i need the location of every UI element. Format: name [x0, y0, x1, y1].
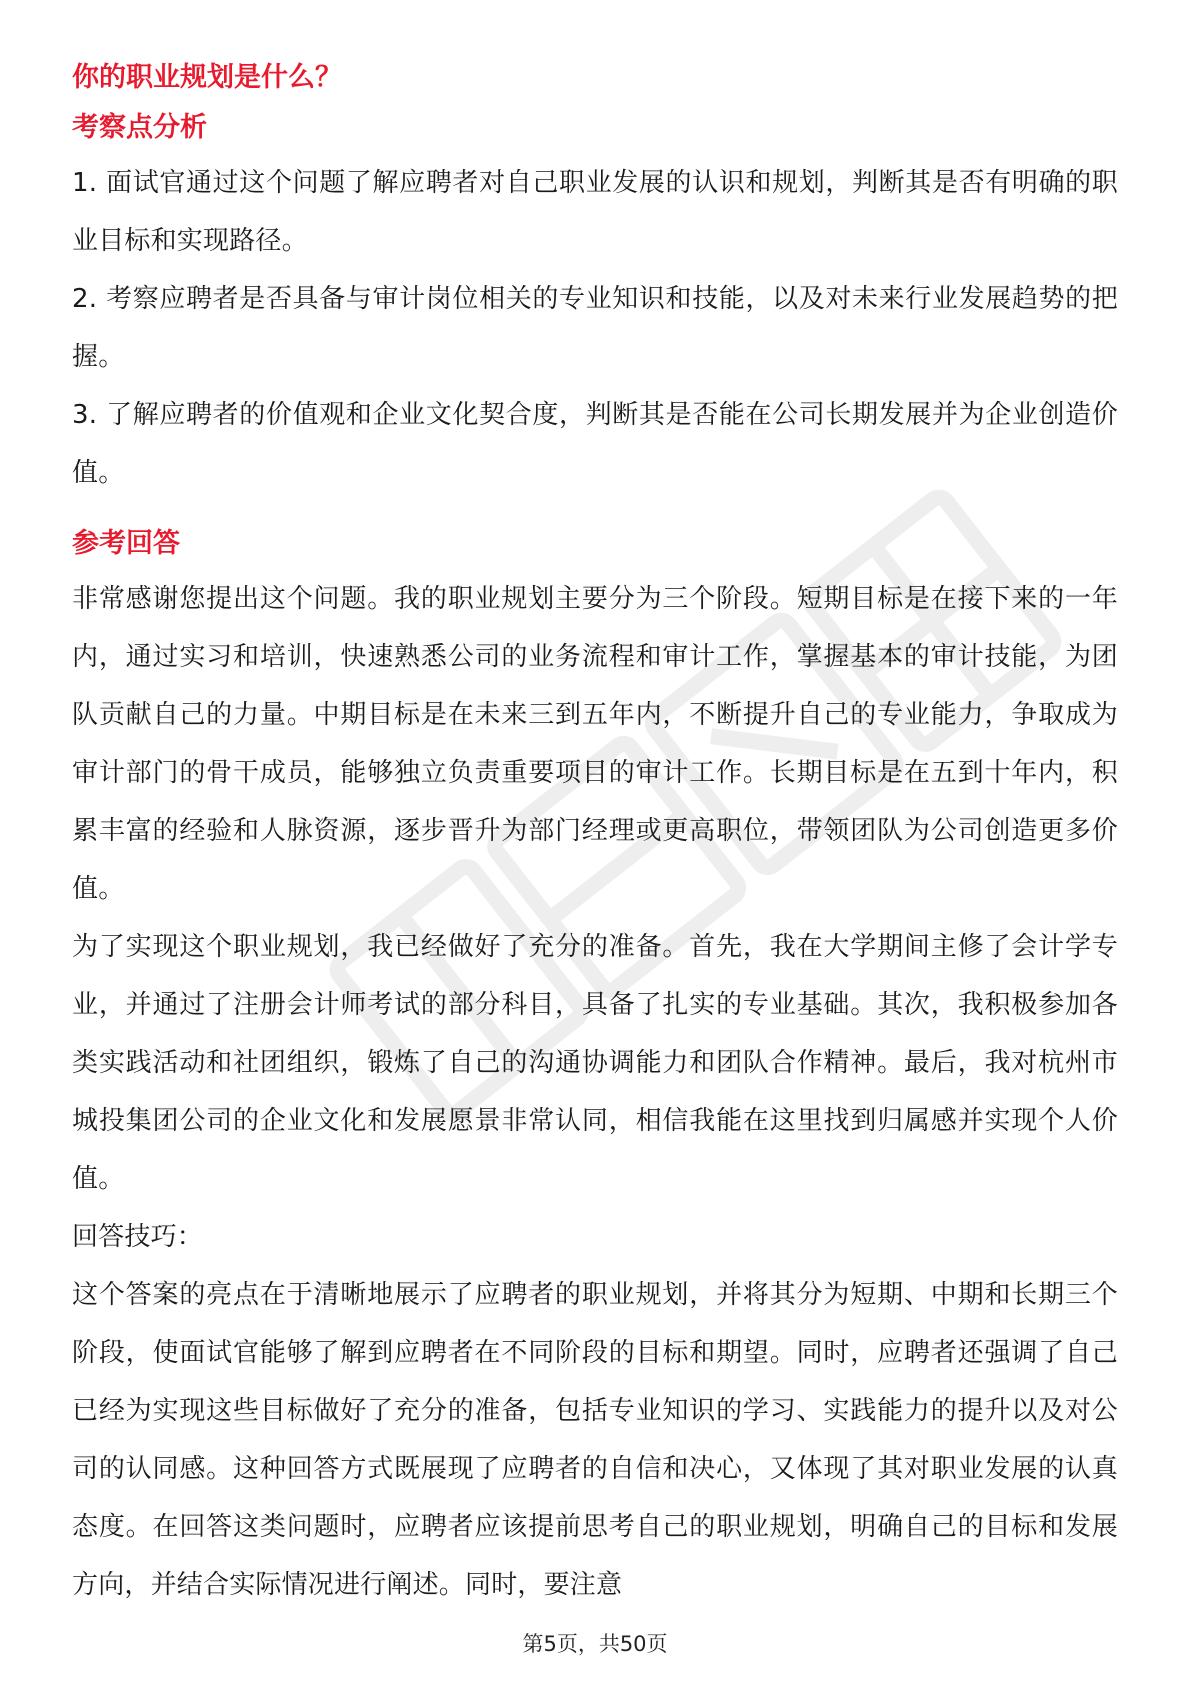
analysis-point: 2. 考察应聘者是否具备与审计岗位相关的专业知识和技能，以及对未来行业发展趋势的把握。 [72, 284, 1118, 372]
page-content [72, 58, 1118, 1614]
analysis-point: 1. 面试官通过这个问题了解应聘者对自己职业发展的认识和规划，判断其是否有明确的职业目标和实现路径。 [72, 168, 1118, 256]
tips-label: 回答技巧： [72, 1222, 204, 1252]
analysis-heading: 考察点分析 [72, 112, 207, 143]
page-number: 第5页，共50页 [522, 1632, 668, 1656]
tips-text: 这个答案的亮点在于清晰地展示了应聘者的职业规划，并将其分为短期、中期和长期三个阶段，使面试官能够了解到应聘者在不同阶段的目标和期望。同时，应聘者还强调了自己已经为实现这些目标做好了充分的准备，包括专业知识的学习、实践能力的提升以及对公司的认同感。这种回答方式既展现了应聘者的自信和决心，又体现了其对职业发展的认真态度。在回答这类问题时，应聘者应该提前思考自己的职业规划，明确自己的目标和发展方向，并结合实际情况进行阐述。同时，要注意 [72, 1280, 1118, 1600]
answer-paragraph: 非常感谢您提出这个问题。我的职业规划主要分为三个阶段。短期目标是在接下来的一年内，通过实习和培训，快速熟悉公司的业务流程和审计工作，掌握基本的审计技能，为团队贡献自己的力量。中期目标是在未来三到五年内，不断提升自己的专业能力，争取成为审计部门的骨干成员，能够独立负责重要项目的审计工作。长期目标是在五到十年内，积累丰富的经验和人脉资源，逐步晋升为部门经理或更高职位，带领团队为公司创造更多价值。 [72, 584, 1118, 904]
analysis-point: 3. 了解应聘者的价值观和企业文化契合度，判断其是否能在公司长期发展并为企业创造价值。 [72, 400, 1118, 488]
answer-paragraph: 为了实现这个职业规划，我已经做好了充分的准备。首先，我在大学期间主修了会计学专业，并通过了注册会计师考试的部分科目，具备了扎实的专业基础。其次，我积极参加各类实践活动和社团组织，锻炼了自己的沟通协调能力和团队合作精神。最后，我对杭州市城投集团公司的企业文化和发展愿景非常认同，相信我能在这里找到归属感并实现个人价值。 [72, 932, 1118, 1194]
answer-heading: 参考回答 [72, 528, 180, 559]
question-title: 你的职业规划是什么？ [72, 62, 342, 93]
